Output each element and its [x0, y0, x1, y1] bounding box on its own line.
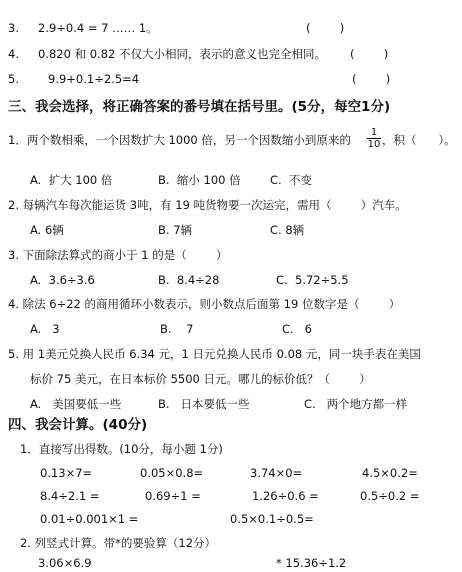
- part-1-title: 1．直接写出得数。(10分，每小题 1分): [20, 442, 223, 456]
- q1-option-c[interactable]: C. 不变: [270, 173, 312, 187]
- calc-r2-c4: 0.5÷0.2 =: [360, 489, 420, 503]
- tf-paren-5[interactable]: ( ): [352, 72, 391, 86]
- q1-fraction: [367, 127, 381, 150]
- tf-text-5: 9.9+0.1÷2.5=4: [48, 72, 140, 86]
- calc-r1-c1: 0.13×7=: [40, 466, 93, 480]
- tf-num-5: 5.: [8, 72, 19, 86]
- q5-option-a[interactable]: A. 美国要低一些: [30, 397, 122, 411]
- q3-option-a[interactable]: A. 3.6÷3.6: [30, 273, 95, 287]
- q5-option-c[interactable]: C. 两个地方都一样: [304, 397, 408, 411]
- calc-r2-c2: 0.69÷1 =: [145, 489, 201, 503]
- section-3-heading: 三、我会选择，将正确答案的番号填在括号里。(5分，每空1分): [8, 99, 391, 115]
- q1-tail[interactable]: ，积（ ）。: [382, 133, 456, 147]
- q1-fraction-denominator: 10: [367, 139, 381, 150]
- calc-r3-c2: 0.5×0.1÷0.5=: [230, 512, 314, 526]
- calc-r3-c1: 0.01÷0.001×1 =: [40, 512, 139, 526]
- q5-option-b[interactable]: B. 日本要低一些: [158, 397, 250, 411]
- tf-paren-3[interactable]: ( ): [306, 21, 345, 35]
- tf-text-4: 0.820 和 0.82 不仅大小相同，表示的意义也完全相同。: [38, 47, 326, 61]
- part-2-title: 2. 列竖式计算。带*的要验算（12分）: [20, 536, 217, 550]
- calc-r1-c4: 4.5×0.2=: [362, 466, 418, 480]
- tf-num-4: 4.: [8, 47, 19, 61]
- calc-r1-c2: 0.05×0.8=: [140, 466, 204, 480]
- q2-option-b[interactable]: B. 7辆: [158, 223, 193, 237]
- q4-option-a[interactable]: A. 3: [30, 322, 60, 336]
- section-4-heading: 四、我会计算。(40分): [8, 417, 148, 433]
- vertical-calc-2: * 15.36÷1.2: [276, 556, 347, 570]
- q4-text: 4. 除法 6÷22 的商用循环小数表示，则小数点后面第 19 位数字是（ ）: [8, 297, 401, 311]
- q4-option-c[interactable]: C. 6: [282, 322, 312, 336]
- calc-r2-c3: 1.26÷0.6 =: [252, 489, 319, 503]
- tf-num-3: 3.: [8, 21, 19, 35]
- q3-text: 3. 下面除法算式的商小于 1 的是（ ）: [8, 248, 228, 262]
- q2-option-c[interactable]: C. 8辆: [270, 223, 305, 237]
- q1-option-a[interactable]: A. 扩大 100 倍: [30, 173, 113, 187]
- tf-text-3: 2.9÷0.4 = 7 …… 1。: [38, 21, 158, 35]
- q1-text: 1．两个数相乘，一个因数扩大 1000 倍，另一个因数缩小到原来的: [8, 133, 351, 147]
- q3-option-c[interactable]: C. 5.72÷5.5: [276, 273, 349, 287]
- q1-option-b[interactable]: B. 缩小 100 倍: [158, 173, 241, 187]
- tf-paren-4[interactable]: ( ): [350, 47, 389, 61]
- q5-line-1: 5. 用 1美元兑换人民币 6.34 元，1 日元兑换人民币 0.08 元，同一块手表在美国: [8, 347, 421, 361]
- q2-text: 2. 每辆汽车每次能运货 3吨，有 19 吨货物要一次运完，需用（ ）汽车。: [8, 198, 407, 212]
- calc-r1-c3: 3.74×0=: [250, 466, 303, 480]
- calc-r2-c1: 8.4÷2.1 =: [40, 489, 100, 503]
- q2-option-a[interactable]: A. 6辆: [30, 223, 64, 237]
- vertical-calc-1: 3.06×6.9: [38, 556, 92, 570]
- q4-option-b[interactable]: B. 7: [160, 322, 194, 336]
- q3-option-b[interactable]: B. 8.4÷28: [158, 273, 220, 287]
- q5-line-2: 标价 75 美元，在日本标价 5500 日元。哪儿的标价低？（ ）: [30, 372, 371, 386]
- q1-fraction-numerator: 1: [370, 127, 378, 138]
